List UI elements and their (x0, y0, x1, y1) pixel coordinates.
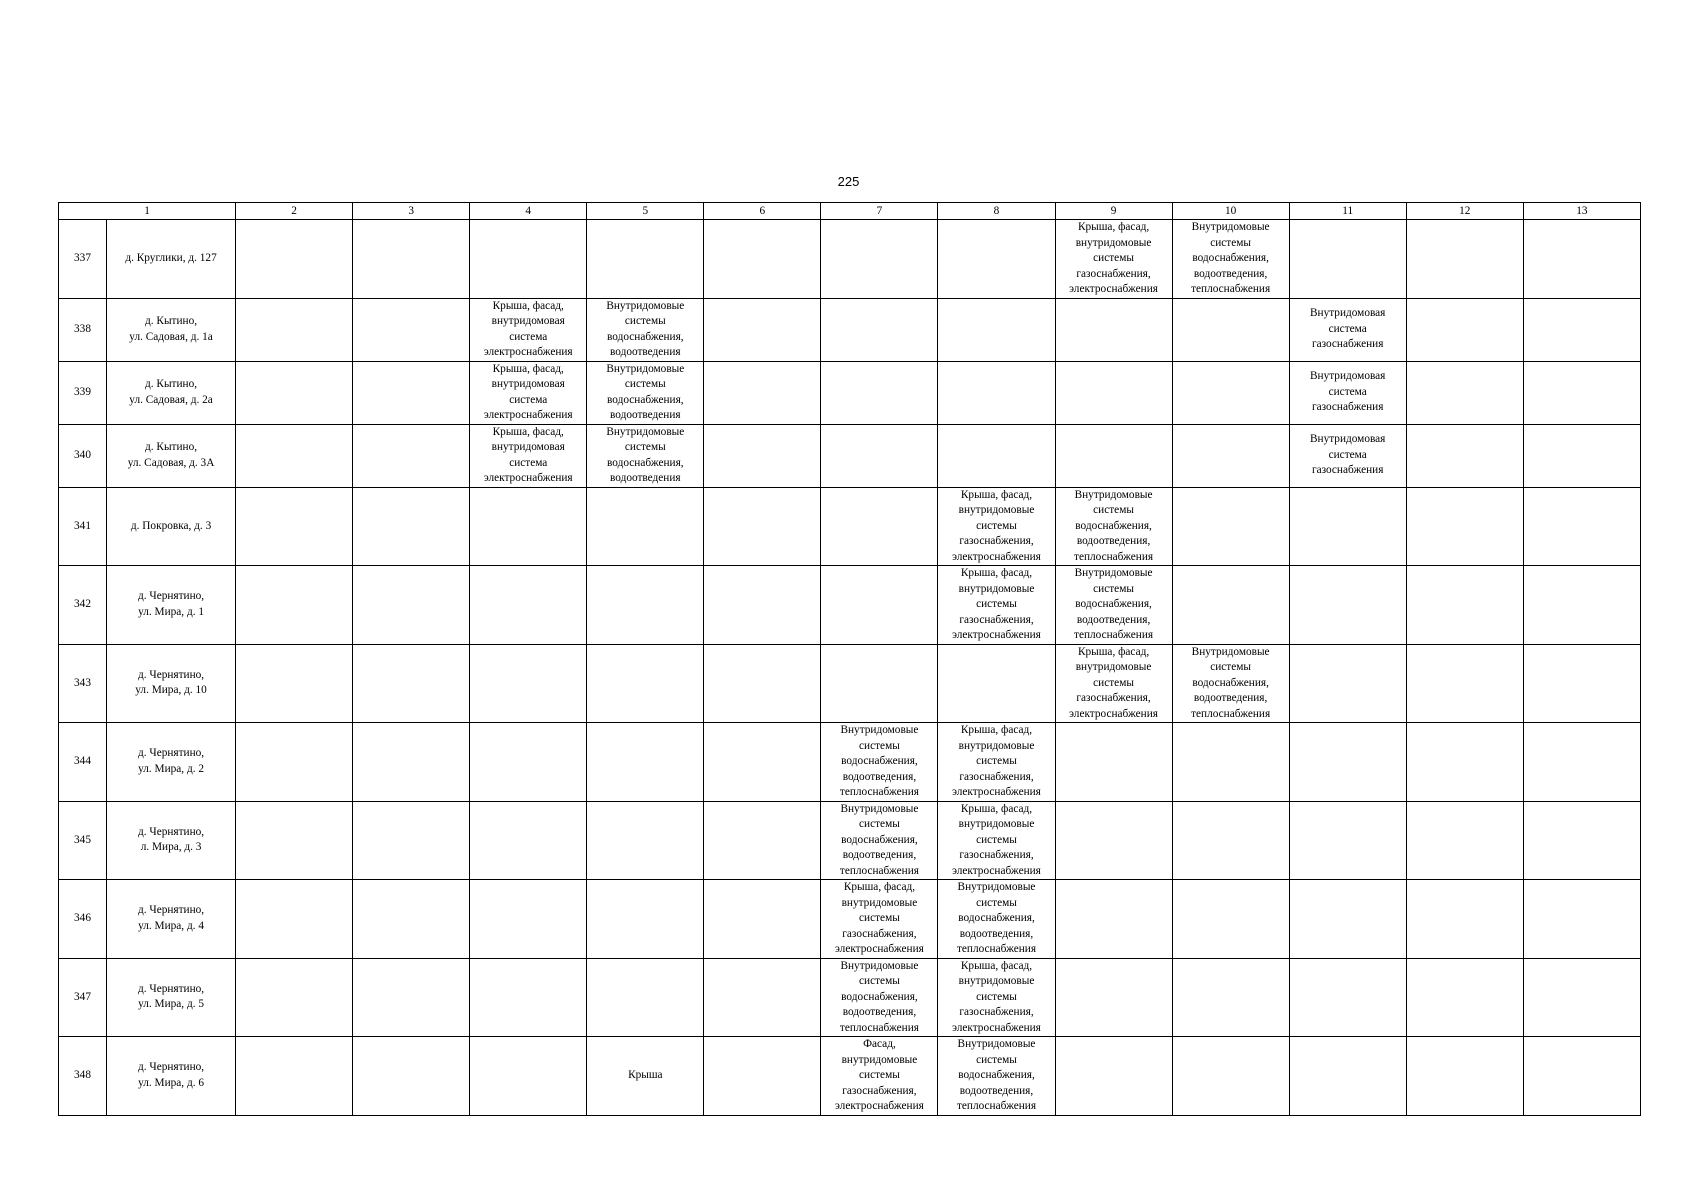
work-cell-col-10 (1172, 298, 1289, 361)
work-text: Внутридомовая система газоснабжения (1310, 370, 1386, 414)
work-cell-col-2 (236, 723, 353, 802)
work-cell-col-3 (353, 723, 470, 802)
work-text: Внутридомовая система газоснабжения (1310, 433, 1386, 477)
work-cell-col-9 (1055, 298, 1172, 361)
work-text: Внутридомовые системы водоснабжения, водоотведения, теплоснабжения (1074, 488, 1154, 563)
work-cell-col-8 (938, 487, 1055, 566)
work-cell-col-3 (353, 424, 470, 487)
work-cell-col-7 (821, 958, 938, 1037)
work-cell-col-8 (938, 958, 1055, 1037)
table-row (59, 801, 1641, 880)
table-body (59, 220, 1641, 1116)
address-text: д. Чернятино, ул. Мира, д. 5 (137, 982, 205, 1011)
work-cell-col-7 (821, 723, 938, 802)
work-cell-col-4 (470, 1037, 587, 1116)
work-cell-col-2 (236, 361, 353, 424)
column-header: 5 (587, 203, 704, 220)
work-cell-col-7 (821, 1037, 938, 1116)
column-header: 12 (1406, 203, 1523, 220)
work-cell-col-7 (821, 424, 938, 487)
table-row (59, 723, 1641, 802)
work-cell-col-4 (470, 220, 587, 299)
work-cell-col-9 (1055, 424, 1172, 487)
work-cell-col-6 (704, 424, 821, 487)
work-cell-col-9 (1055, 487, 1172, 566)
work-cell-col-5 (587, 424, 704, 487)
work-text: Крыша, фасад, внутридомовые системы газоснабжения, электроснабжения (952, 567, 1041, 641)
work-cell-col-10 (1172, 424, 1289, 487)
work-cell-col-5 (587, 361, 704, 424)
work-text: Внутридомовые системы водоснабжения, водоотведения, теплоснабжения (839, 724, 919, 798)
work-cell-col-13 (1523, 298, 1640, 361)
work-cell-col-7 (821, 361, 938, 424)
work-cell-col-4 (470, 566, 587, 645)
work-cell-col-5 (587, 220, 704, 299)
work-cell-col-10 (1172, 361, 1289, 424)
work-cell-col-12 (1406, 644, 1523, 723)
work-cell-col-3 (353, 958, 470, 1037)
work-cell-col-11 (1289, 487, 1406, 566)
work-cell-col-13 (1523, 958, 1640, 1037)
work-text: Внутридомовые системы водоснабжения, водоотведения (606, 362, 685, 421)
address-cell (107, 487, 236, 566)
work-cell-col-10 (1172, 566, 1289, 645)
work-cell-col-8 (938, 801, 1055, 880)
work-cell-col-11 (1289, 880, 1406, 959)
work-cell-col-7 (821, 644, 938, 723)
work-cell-col-12 (1406, 566, 1523, 645)
address-cell (107, 298, 236, 361)
work-cell-col-13 (1523, 566, 1640, 645)
work-cell-col-13 (1523, 1037, 1640, 1116)
row-number: 345 (59, 801, 107, 880)
work-text: Крыша, фасад, внутридомовые системы газоснабжения, электроснабжения (952, 802, 1041, 877)
work-cell-col-12 (1406, 487, 1523, 566)
work-cell-col-12 (1406, 424, 1523, 487)
work-cell-col-11 (1289, 723, 1406, 802)
work-cell-col-11 (1289, 298, 1406, 361)
work-text: Внутридомовые системы водоснабжения, водоотведения, теплоснабжения (956, 881, 1037, 955)
row-number: 341 (59, 487, 107, 566)
work-cell-col-9 (1055, 566, 1172, 645)
column-header: 4 (470, 203, 587, 220)
work-cell-col-11 (1289, 958, 1406, 1037)
address-text: д. Чернятино, ул. Мира, д. 4 (137, 904, 205, 932)
table-row (59, 566, 1641, 645)
work-cell-col-2 (236, 958, 353, 1037)
work-cell-col-5 (587, 801, 704, 880)
work-cell-col-3 (353, 298, 470, 361)
work-text: Крыша, фасад, внутридомовая система электроснабжения (483, 299, 573, 358)
work-text: Внутридомовые системы водоснабжения, водоотведения, теплоснабжения (1191, 645, 1271, 720)
work-cell-col-7 (821, 487, 938, 566)
work-cell-col-5 (587, 644, 704, 723)
work-cell-col-3 (353, 487, 470, 566)
work-text: Крыша (628, 1069, 663, 1081)
work-cell-col-12 (1406, 880, 1523, 959)
repair-schedule-table (58, 202, 1641, 1116)
row-number: 348 (59, 1037, 107, 1116)
work-cell-col-2 (236, 644, 353, 723)
work-cell-col-10 (1172, 723, 1289, 802)
work-cell-col-2 (236, 298, 353, 361)
address-cell (107, 880, 236, 959)
work-cell-col-9 (1055, 361, 1172, 424)
row-number: 346 (59, 880, 107, 959)
work-text: Крыша, фасад, внутридомовая система электроснабжения (483, 362, 573, 421)
work-cell-col-13 (1523, 361, 1640, 424)
work-cell-col-4 (470, 880, 587, 959)
work-cell-col-11 (1289, 220, 1406, 299)
work-text: Внутридомовые системы водоснабжения, водоотведения (606, 299, 685, 358)
address-cell (107, 644, 236, 723)
work-cell-col-7 (821, 566, 938, 645)
table-row (59, 220, 1641, 299)
work-cell-col-13 (1523, 880, 1640, 959)
work-cell-col-13 (1523, 487, 1640, 566)
work-cell-col-10 (1172, 880, 1289, 959)
work-cell-col-2 (236, 566, 353, 645)
work-cell-col-2 (236, 424, 353, 487)
work-cell-col-13 (1523, 644, 1640, 723)
address-text: д. Чернятино, л. Мира, д. 3 (137, 825, 205, 854)
work-cell-col-10 (1172, 1037, 1289, 1116)
work-cell-col-5 (587, 566, 704, 645)
work-cell-col-13 (1523, 801, 1640, 880)
column-header: 6 (704, 203, 821, 220)
row-number: 339 (59, 361, 107, 424)
work-cell-col-5 (587, 723, 704, 802)
address-cell (107, 958, 236, 1037)
work-cell-col-8 (938, 298, 1055, 361)
work-text: Внутридомовые системы водоснабжения, водоотведения, теплоснабжения (1074, 567, 1154, 641)
address-cell (107, 566, 236, 645)
work-text: Внутридомовая система газоснабжения (1310, 307, 1386, 351)
work-cell-col-9 (1055, 1037, 1172, 1116)
page-number: 225 (837, 174, 860, 189)
work-cell-col-4 (470, 298, 587, 361)
work-cell-col-11 (1289, 566, 1406, 645)
table-row (59, 361, 1641, 424)
work-cell-col-3 (353, 880, 470, 959)
work-cell-col-4 (470, 958, 587, 1037)
address-cell (107, 220, 236, 299)
work-cell-col-6 (704, 880, 821, 959)
row-number: 347 (59, 958, 107, 1037)
table-row (59, 880, 1641, 959)
address-text: д. Кытино, ул. Садовая, д. 3А (127, 441, 215, 469)
work-cell-col-3 (353, 220, 470, 299)
work-cell-col-9 (1055, 880, 1172, 959)
work-cell-col-2 (236, 220, 353, 299)
address-text: д. Чернятино, ул. Мира, д. 2 (137, 747, 205, 775)
work-cell-col-4 (470, 644, 587, 723)
column-header: 2 (236, 203, 353, 220)
work-cell-col-6 (704, 566, 821, 645)
work-cell-col-5 (587, 1037, 704, 1116)
address-cell (107, 723, 236, 802)
work-cell-col-13 (1523, 424, 1640, 487)
work-cell-col-10 (1172, 220, 1289, 299)
work-cell-col-11 (1289, 361, 1406, 424)
work-cell-col-2 (236, 801, 353, 880)
address-text: д. Чернятино, ул. Мира, д. 1 (137, 590, 205, 618)
work-cell-col-9 (1055, 801, 1172, 880)
work-cell-col-2 (236, 1037, 353, 1116)
work-text: Внутридомовые системы водоснабжения, водоотведения, теплоснабжения (839, 959, 919, 1034)
work-cell-col-9 (1055, 220, 1172, 299)
work-cell-col-2 (236, 487, 353, 566)
work-cell-col-10 (1172, 487, 1289, 566)
work-text: Крыша, фасад, внутридомовая система электроснабжения (483, 425, 573, 484)
work-cell-col-2 (236, 880, 353, 959)
work-cell-col-12 (1406, 220, 1523, 299)
address-cell (107, 801, 236, 880)
work-cell-col-3 (353, 361, 470, 424)
work-cell-col-12 (1406, 958, 1523, 1037)
work-cell-col-11 (1289, 424, 1406, 487)
column-header: 1 (59, 203, 236, 220)
work-cell-col-9 (1055, 958, 1172, 1037)
column-header: 13 (1523, 203, 1640, 220)
work-cell-col-4 (470, 801, 587, 880)
address-text: д. Чернятино, ул. Мира, д. 10 (135, 668, 207, 697)
work-cell-col-3 (353, 801, 470, 880)
work-text: Крыша, фасад, внутридомовые системы газоснабжения, электроснабжения (835, 881, 924, 955)
address-text: д. Кытино, ул. Садовая, д. 1а (129, 315, 213, 343)
work-cell-col-5 (587, 958, 704, 1037)
column-header: 11 (1289, 203, 1406, 220)
column-number-header (59, 203, 1641, 220)
work-cell-col-8 (938, 220, 1055, 299)
work-text: Внутридомовые системы водоснабжения, водоотведения, теплоснабжения (839, 802, 919, 877)
work-cell-col-8 (938, 723, 1055, 802)
column-header: 10 (1172, 203, 1289, 220)
address-text: д. Покровка, д. 3 (130, 519, 212, 532)
row-number: 342 (59, 566, 107, 645)
work-text: Крыша, фасад, внутридомовые системы газоснабжения, электроснабжения (952, 959, 1041, 1034)
work-cell-col-10 (1172, 801, 1289, 880)
work-cell-col-4 (470, 424, 587, 487)
table-row (59, 1037, 1641, 1116)
work-text: Фасад, внутридомовые системы газоснабжения, электроснабжения (835, 1038, 924, 1112)
work-cell-col-7 (821, 880, 938, 959)
work-cell-col-3 (353, 566, 470, 645)
work-cell-col-10 (1172, 644, 1289, 723)
row-number: 337 (59, 220, 107, 299)
work-cell-col-8 (938, 644, 1055, 723)
work-cell-col-11 (1289, 644, 1406, 723)
work-cell-col-8 (938, 566, 1055, 645)
work-cell-col-6 (704, 220, 821, 299)
row-number: 340 (59, 424, 107, 487)
work-cell-col-6 (704, 644, 821, 723)
work-cell-col-11 (1289, 801, 1406, 880)
work-text: Крыша, фасад, внутридомовые системы газоснабжения, электроснабжения (1069, 221, 1158, 295)
address-cell (107, 361, 236, 424)
address-text: д. Чернятино, ул. Мира, д. 6 (137, 1061, 205, 1089)
address-cell (107, 424, 236, 487)
table-row (59, 298, 1641, 361)
work-cell-col-9 (1055, 723, 1172, 802)
work-text: Внутридомовые системы водоснабжения, водоотведения, теплоснабжения (956, 1038, 1037, 1112)
work-cell-col-6 (704, 958, 821, 1037)
work-cell-col-4 (470, 487, 587, 566)
work-cell-col-9 (1055, 644, 1172, 723)
work-cell-col-10 (1172, 958, 1289, 1037)
column-header: 7 (821, 203, 938, 220)
work-cell-col-7 (821, 298, 938, 361)
work-cell-col-6 (704, 298, 821, 361)
table-row (59, 487, 1641, 566)
row-number: 344 (59, 723, 107, 802)
work-cell-col-12 (1406, 1037, 1523, 1116)
work-cell-col-7 (821, 801, 938, 880)
work-cell-col-3 (353, 644, 470, 723)
column-header: 3 (353, 203, 470, 220)
work-cell-col-12 (1406, 361, 1523, 424)
work-cell-col-5 (587, 880, 704, 959)
address-text: д. Кытино, ул. Садовая, д. 2а (129, 378, 213, 406)
work-cell-col-4 (470, 723, 587, 802)
work-cell-col-6 (704, 801, 821, 880)
work-text: Крыша, фасад, внутридомовые системы газоснабжения, электроснабжения (952, 488, 1041, 563)
work-cell-col-5 (587, 298, 704, 361)
work-cell-col-5 (587, 487, 704, 566)
work-cell-col-6 (704, 361, 821, 424)
work-cell-col-13 (1523, 723, 1640, 802)
work-text: Крыша, фасад, внутридомовые системы газоснабжения, электроснабжения (1069, 645, 1158, 720)
work-cell-col-6 (704, 723, 821, 802)
table-row (59, 424, 1641, 487)
work-cell-col-7 (821, 220, 938, 299)
work-cell-col-3 (353, 1037, 470, 1116)
work-cell-col-6 (704, 1037, 821, 1116)
column-header: 8 (938, 203, 1055, 220)
row-number: 338 (59, 298, 107, 361)
column-header: 9 (1055, 203, 1172, 220)
work-cell-col-12 (1406, 298, 1523, 361)
table-row (59, 958, 1641, 1037)
table-row (59, 644, 1641, 723)
work-text: Крыша, фасад, внутридомовые системы газоснабжения, электроснабжения (952, 724, 1041, 798)
work-cell-col-12 (1406, 801, 1523, 880)
address-cell (107, 1037, 236, 1116)
work-cell-col-4 (470, 361, 587, 424)
work-cell-col-8 (938, 424, 1055, 487)
work-cell-col-8 (938, 361, 1055, 424)
row-number: 343 (59, 644, 107, 723)
work-cell-col-11 (1289, 1037, 1406, 1116)
address-text: д. Круглики, д. 127 (125, 252, 217, 264)
work-cell-col-13 (1523, 220, 1640, 299)
work-cell-col-8 (938, 1037, 1055, 1116)
work-text: Внутридомовые системы водоснабжения, водоотведения, теплоснабжения (1191, 221, 1271, 295)
work-cell-col-8 (938, 880, 1055, 959)
work-text: Внутридомовые системы водоснабжения, водоотведения (606, 425, 685, 484)
work-cell-col-12 (1406, 723, 1523, 802)
work-cell-col-6 (704, 487, 821, 566)
